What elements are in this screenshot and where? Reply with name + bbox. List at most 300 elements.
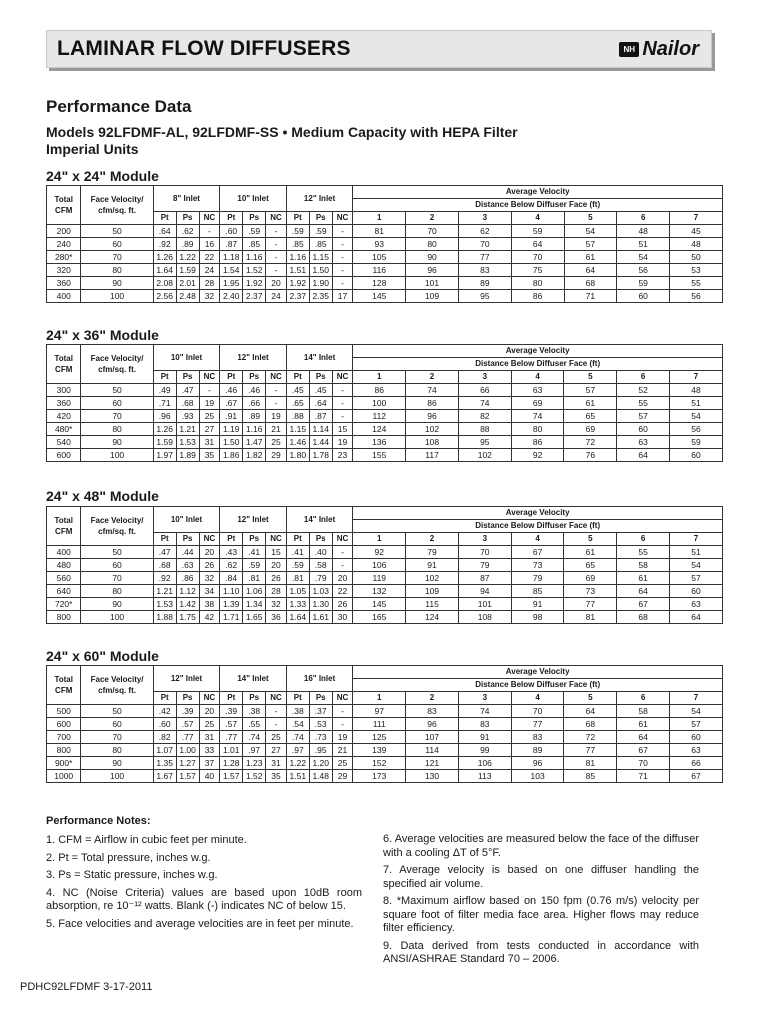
table-cell: 88 — [458, 423, 511, 436]
header-distance-col: 3 — [458, 692, 511, 705]
table-cell: 54 — [564, 225, 617, 238]
table-cell: .59 — [309, 225, 332, 238]
table-cell: .89 — [243, 410, 266, 423]
table-cell: 63 — [617, 436, 670, 449]
table-cell: 124 — [353, 423, 406, 436]
table-cell: .85 — [243, 238, 266, 251]
table-cell: 57 — [670, 718, 723, 731]
table-cell: 56 — [617, 264, 670, 277]
table-cell: 80 — [511, 277, 564, 290]
table-cell: 800 — [47, 611, 81, 624]
header-label: Total — [54, 354, 73, 363]
table-cell: .81 — [286, 572, 309, 585]
note-item: 9. Data derived from tests conducted in accordance with ANSI/ASHRAE Standard 70 – 2006. — [383, 939, 699, 965]
table-cell: 114 — [406, 744, 459, 757]
table-row — [47, 423, 723, 436]
table-cell: 73 — [511, 559, 564, 572]
table-cell: 21 — [266, 423, 287, 436]
header-nc: NC — [266, 371, 287, 384]
table-cell: - — [332, 705, 353, 718]
header-ps: Ps — [243, 371, 266, 384]
table-cell: .57 — [176, 718, 199, 731]
table-cell: 90 — [81, 436, 153, 449]
table-cell: 69 — [564, 572, 617, 585]
table-cell: 70 — [406, 225, 459, 238]
table-cell: .79 — [309, 572, 332, 585]
table-cell: 400 — [47, 290, 81, 303]
header-distance-col: 7 — [670, 533, 723, 546]
header-nc: NC — [266, 692, 287, 705]
table-cell: 32 — [199, 572, 220, 585]
header-label: cfm/sq. ft. — [98, 365, 136, 374]
header-distance: Distance Below Diffuser Face (ft) — [353, 358, 723, 371]
table-cell: 20 — [266, 277, 287, 290]
table-cell: 94 — [458, 585, 511, 598]
header-ps: Ps — [309, 212, 332, 225]
table-cell: 86 — [511, 290, 564, 303]
table-cell: 1.88 — [153, 611, 176, 624]
table-cell: 31 — [266, 757, 287, 770]
note-item: 2. Pt = Total pressure, inches w.g. — [46, 851, 211, 864]
header-label: cfm/sq. ft. — [98, 686, 136, 695]
table-cell: 54 — [670, 410, 723, 423]
table-cell: 74 — [406, 384, 459, 397]
header-distance-col: 7 — [670, 692, 723, 705]
table-cell: 1.00 — [176, 744, 199, 757]
table-cell: 128 — [353, 277, 406, 290]
table-cell: 60 — [81, 559, 153, 572]
table-row — [47, 449, 723, 462]
table-cell: 67 — [670, 770, 723, 783]
table-cell: 68 — [617, 611, 670, 624]
table-cell: 1.61 — [309, 611, 332, 624]
table-row — [47, 757, 723, 770]
table-cell: 50 — [81, 225, 153, 238]
table-cell: 145 — [353, 290, 406, 303]
table-cell: 29 — [266, 449, 287, 462]
header-total-cfm — [47, 507, 81, 546]
table-cell: 74 — [458, 705, 511, 718]
table-row — [47, 572, 723, 585]
table-cell: 83 — [458, 718, 511, 731]
table-cell: 64 — [617, 449, 670, 462]
table-cell: 30 — [332, 611, 353, 624]
table-cell: 117 — [406, 449, 459, 462]
table-cell: 80 — [81, 744, 153, 757]
table-cell: 130 — [406, 770, 459, 783]
table-cell: 101 — [406, 277, 459, 290]
table-cell: 19 — [332, 731, 353, 744]
table-cell: 1.71 — [220, 611, 243, 624]
table-cell: - — [266, 705, 287, 718]
table-cell: 60 — [617, 423, 670, 436]
table-row — [47, 251, 723, 264]
table-cell: 1.52 — [243, 264, 266, 277]
header-label: Total — [54, 195, 73, 204]
table-cell: 132 — [353, 585, 406, 598]
table-cell: 74 — [458, 397, 511, 410]
section-heading: Performance Data — [46, 97, 192, 116]
table-cell: 37 — [199, 757, 220, 770]
table-cell: 70 — [511, 705, 564, 718]
table-cell: 1.46 — [286, 436, 309, 449]
notes-title: Performance Notes: — [46, 815, 151, 827]
header-pt: Pt — [153, 533, 176, 546]
table-cell: .38 — [286, 705, 309, 718]
table-cell: 69 — [564, 423, 617, 436]
table-cell: 19 — [199, 397, 220, 410]
header-inlet: 12" Inlet — [220, 345, 287, 371]
header-inlet: 12" Inlet — [153, 666, 220, 692]
table-cell: 2.08 — [153, 277, 176, 290]
table-cell: 28 — [199, 277, 220, 290]
table-cell: 1.16 — [243, 423, 266, 436]
header-distance-col: 4 — [511, 371, 564, 384]
table-cell: 50 — [670, 251, 723, 264]
table-row — [47, 546, 723, 559]
table-cell: 86 — [353, 384, 406, 397]
table-cell: 29 — [332, 770, 353, 783]
header-nc: NC — [266, 533, 287, 546]
table-cell: 26 — [199, 559, 220, 572]
header-inlet: 12" Inlet — [286, 186, 353, 212]
table-cell: 60 — [617, 290, 670, 303]
header-average-velocity: Average Velocity — [353, 345, 723, 358]
header-total-cfm — [47, 186, 81, 225]
table-cell: .60 — [153, 718, 176, 731]
header-distance: Distance Below Diffuser Face (ft) — [353, 679, 723, 692]
table-cell: 1.10 — [220, 585, 243, 598]
table-cell: 45 — [670, 225, 723, 238]
header-label: CFM — [55, 206, 73, 215]
table-cell: 108 — [406, 436, 459, 449]
table-cell: .42 — [153, 705, 176, 718]
table-cell: 32 — [266, 598, 287, 611]
table-cell: 1.22 — [176, 251, 199, 264]
table-cell: 1.26 — [153, 423, 176, 436]
table-cell: 97 — [353, 705, 406, 718]
table-cell: .47 — [153, 546, 176, 559]
table-cell: 74 — [511, 410, 564, 423]
table-cell: .81 — [243, 572, 266, 585]
table-cell: - — [332, 559, 353, 572]
table-cell: 24 — [199, 264, 220, 277]
table-cell: 25 — [199, 718, 220, 731]
table-cell: 1.50 — [309, 264, 332, 277]
table-cell: 1.27 — [176, 757, 199, 770]
table-cell: .96 — [153, 410, 176, 423]
header-nc: NC — [332, 371, 353, 384]
performance-table — [46, 665, 723, 783]
table-cell: - — [332, 277, 353, 290]
header-distance-col: 4 — [511, 212, 564, 225]
table-cell: .88 — [286, 410, 309, 423]
table-cell: 81 — [564, 611, 617, 624]
table-cell: 100 — [81, 449, 153, 462]
table-cell: 25 — [266, 731, 287, 744]
table-cell: 60 — [81, 718, 153, 731]
header-label: Face Velocity/ — [90, 675, 144, 684]
table-cell: .40 — [309, 546, 332, 559]
table-cell: .87 — [220, 238, 243, 251]
table-cell: 113 — [458, 770, 511, 783]
table-cell: 1.59 — [176, 264, 199, 277]
table-row — [47, 290, 723, 303]
table-cell: 1.47 — [243, 436, 266, 449]
header-distance-col: 4 — [511, 692, 564, 705]
table-cell: 55 — [617, 546, 670, 559]
table-row — [47, 397, 723, 410]
table-cell: 1.92 — [243, 277, 266, 290]
table-cell: 90 — [81, 277, 153, 290]
table-cell: 165 — [353, 611, 406, 624]
table-cell: 1.82 — [243, 449, 266, 462]
table-cell: 32 — [199, 290, 220, 303]
table-cell: 1.21 — [176, 423, 199, 436]
table-cell: 155 — [353, 449, 406, 462]
table-cell: .49 — [153, 384, 176, 397]
header-label: CFM — [55, 686, 73, 695]
table-cell: 24 — [266, 290, 287, 303]
table-cell: 66 — [670, 757, 723, 770]
module-title: 24" x 36" Module — [46, 327, 159, 343]
table-cell: 26 — [332, 598, 353, 611]
table-cell: - — [332, 397, 353, 410]
header-nc: NC — [199, 212, 220, 225]
table-cell: 60 — [81, 238, 153, 251]
header-pt: Pt — [220, 212, 243, 225]
table-cell: 1.95 — [220, 277, 243, 290]
table-cell: 20 — [199, 546, 220, 559]
table-cell: 1.20 — [309, 757, 332, 770]
table-row — [47, 559, 723, 572]
table-cell: .39 — [176, 705, 199, 718]
table-cell: 80 — [81, 585, 153, 598]
table-cell: 96 — [406, 264, 459, 277]
header-nc: NC — [332, 533, 353, 546]
table-cell: 1.14 — [309, 423, 332, 436]
table-row — [47, 611, 723, 624]
table-cell: 36 — [266, 611, 287, 624]
module-title: 24" x 48" Module — [46, 488, 159, 504]
header-inlet: 14" Inlet — [220, 666, 287, 692]
header-distance-col: 5 — [564, 212, 617, 225]
table-cell: 40 — [199, 770, 220, 783]
table-cell: 200 — [47, 225, 81, 238]
table-cell: 67 — [511, 546, 564, 559]
table-cell: .57 — [220, 718, 243, 731]
table-cell: 480* — [47, 423, 81, 436]
header-ps: Ps — [243, 533, 266, 546]
table-cell: 64 — [617, 585, 670, 598]
table-row — [47, 436, 723, 449]
table-cell: 21 — [332, 744, 353, 757]
table-cell: 35 — [266, 770, 287, 783]
header-label: Face Velocity/ — [90, 195, 144, 204]
table-cell: 1.90 — [309, 277, 332, 290]
table-cell: - — [266, 225, 287, 238]
table-cell: 48 — [670, 238, 723, 251]
header-pt: Pt — [153, 692, 176, 705]
table-cell: 27 — [266, 744, 287, 757]
table-cell: 25 — [266, 436, 287, 449]
table-cell: .95 — [309, 744, 332, 757]
table-cell: 1.92 — [286, 277, 309, 290]
table-cell: 70 — [511, 251, 564, 264]
table-cell: 1.21 — [153, 585, 176, 598]
table-cell: 1.86 — [220, 449, 243, 462]
header-distance-col: 2 — [406, 371, 459, 384]
table-cell: 2.37 — [243, 290, 266, 303]
logo-text: Nailor — [642, 38, 699, 60]
table-cell: - — [266, 384, 287, 397]
table-cell: 15 — [266, 546, 287, 559]
header-average-velocity: Average Velocity — [353, 186, 723, 199]
table-cell: 1.01 — [220, 744, 243, 757]
table-cell: .73 — [309, 731, 332, 744]
header-distance-col: 3 — [458, 371, 511, 384]
table-cell: 31 — [199, 436, 220, 449]
table-cell: 35 — [199, 449, 220, 462]
header-distance-col: 2 — [406, 212, 459, 225]
header-distance-col: 2 — [406, 533, 459, 546]
table-cell: 57 — [670, 572, 723, 585]
table-cell: 83 — [458, 264, 511, 277]
table-cell: 700 — [47, 731, 81, 744]
table-cell: .89 — [176, 238, 199, 251]
table-cell: 320 — [47, 264, 81, 277]
table-cell: 107 — [406, 731, 459, 744]
table-cell: .85 — [286, 238, 309, 251]
table-cell: - — [266, 264, 287, 277]
table-cell: 51 — [670, 397, 723, 410]
table-row — [47, 585, 723, 598]
table-cell: 86 — [406, 397, 459, 410]
table-cell: .62 — [220, 559, 243, 572]
header-nc: NC — [332, 692, 353, 705]
table-cell: 81 — [564, 757, 617, 770]
table-cell: .37 — [309, 705, 332, 718]
header-pt: Pt — [286, 692, 309, 705]
table-cell: 1.23 — [243, 757, 266, 770]
table-cell: 1.64 — [153, 264, 176, 277]
header-distance-col: 6 — [617, 533, 670, 546]
table-cell: .97 — [243, 744, 266, 757]
table-cell: 50 — [81, 384, 153, 397]
table-cell: 99 — [458, 744, 511, 757]
table-cell: 1.57 — [176, 770, 199, 783]
header-distance: Distance Below Diffuser Face (ft) — [353, 199, 723, 212]
table-cell: .53 — [309, 718, 332, 731]
header-pt: Pt — [220, 533, 243, 546]
table-cell: 102 — [406, 572, 459, 585]
table-cell: 61 — [564, 397, 617, 410]
header-inlet: 10" Inlet — [220, 186, 287, 212]
table-cell: 1.75 — [176, 611, 199, 624]
table-cell: 91 — [458, 731, 511, 744]
header-face-velocity — [81, 507, 153, 546]
table-cell: 68 — [564, 277, 617, 290]
table-cell: 1.26 — [153, 251, 176, 264]
table-cell: 20 — [266, 559, 287, 572]
table-cell: 85 — [511, 585, 564, 598]
table-cell: .59 — [286, 559, 309, 572]
header-total-cfm — [47, 666, 81, 705]
table-cell: - — [266, 251, 287, 264]
table-cell: 67 — [617, 744, 670, 757]
table-cell: 62 — [458, 225, 511, 238]
table-cell: 70 — [458, 546, 511, 559]
table-cell: 65 — [564, 559, 617, 572]
table-cell: 70 — [458, 238, 511, 251]
table-cell: 121 — [406, 757, 459, 770]
header-label: cfm/sq. ft. — [98, 206, 136, 215]
table-cell: .45 — [309, 384, 332, 397]
table-cell: 42 — [199, 611, 220, 624]
note-item: 6. Average velocities are measured below the face of the diffuser with a cooling ΔT of 5°F. — [383, 833, 699, 859]
header-ps: Ps — [243, 212, 266, 225]
table-cell: 81 — [353, 225, 406, 238]
table-cell: 1.19 — [220, 423, 243, 436]
table-cell: 240 — [47, 238, 81, 251]
table-cell: 70 — [617, 757, 670, 770]
table-cell: 63 — [670, 598, 723, 611]
table-cell: 102 — [406, 423, 459, 436]
table-cell: 1.16 — [243, 251, 266, 264]
table-cell: 1.30 — [309, 598, 332, 611]
table-cell: 17 — [332, 290, 353, 303]
table-cell: 80 — [81, 264, 153, 277]
module-title: 24" x 24" Module — [46, 168, 159, 184]
table-cell: - — [332, 410, 353, 423]
header-face-velocity — [81, 345, 153, 384]
note-item: 5. Face velocities and average velocities are in feet per minute. — [46, 917, 354, 930]
table-cell: .39 — [220, 705, 243, 718]
table-cell: - — [332, 251, 353, 264]
performance-table — [46, 185, 723, 303]
table-cell: .63 — [176, 559, 199, 572]
table-cell: 71 — [617, 770, 670, 783]
table-row — [47, 731, 723, 744]
table-cell: 25 — [332, 757, 353, 770]
header-label: Total — [54, 516, 73, 525]
header-pt: Pt — [153, 371, 176, 384]
table-cell: 116 — [353, 264, 406, 277]
table-cell: 61 — [617, 572, 670, 585]
table-cell: 54 — [670, 559, 723, 572]
table-cell: .43 — [220, 546, 243, 559]
table-cell: .86 — [176, 572, 199, 585]
table-cell: 300 — [47, 384, 81, 397]
table-cell: 1.59 — [153, 436, 176, 449]
table-cell: 2.48 — [176, 290, 199, 303]
table-cell: 50 — [81, 546, 153, 559]
table-cell: .74 — [286, 731, 309, 744]
table-row — [47, 264, 723, 277]
table-cell: .87 — [309, 410, 332, 423]
header-label: CFM — [55, 527, 73, 536]
performance-table — [46, 344, 723, 462]
header-distance: Distance Below Diffuser Face (ft) — [353, 520, 723, 533]
table-cell: 109 — [406, 290, 459, 303]
table-cell: 80 — [406, 238, 459, 251]
header-pt: Pt — [220, 371, 243, 384]
table-cell: 360 — [47, 397, 81, 410]
table-cell: .59 — [286, 225, 309, 238]
table-cell: 80 — [81, 423, 153, 436]
header-distance-col: 1 — [353, 212, 406, 225]
table-cell: 1.34 — [243, 598, 266, 611]
